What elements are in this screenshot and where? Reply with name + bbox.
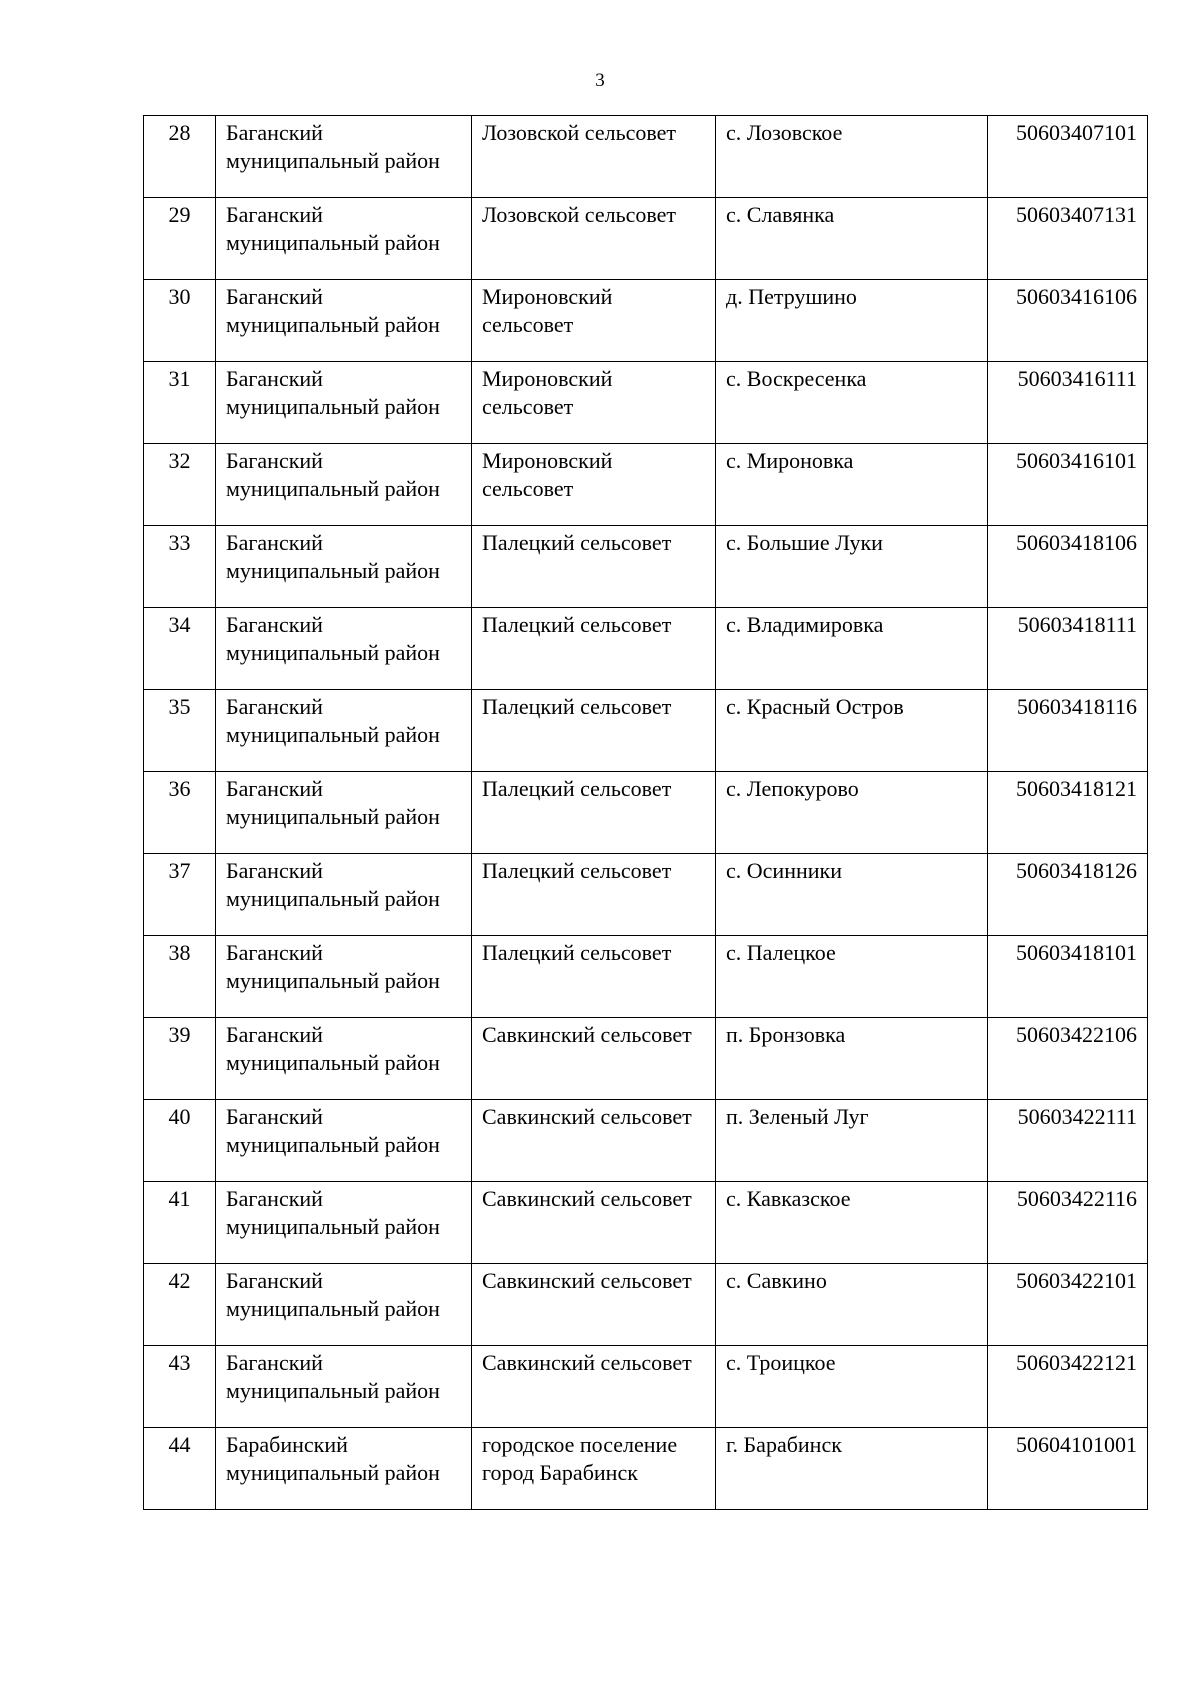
locality-cell: г. Барабинск (716, 1428, 988, 1510)
district-cell: Баганский муниципальный район (216, 362, 472, 444)
district-cell: Баганский муниципальный район (216, 936, 472, 1018)
district-cell: Баганский муниципальный район (216, 526, 472, 608)
oktmo-code-cell: 50603407101 (988, 116, 1148, 198)
locality-cell: с. Владимировка (716, 608, 988, 690)
page-number: 3 (595, 70, 605, 91)
locality-cell: п. Зеленый Луг (716, 1100, 988, 1182)
row-number-cell: 40 (144, 1100, 216, 1182)
council-cell: Савкинский сельсовет (472, 1100, 716, 1182)
oktmo-code-cell: 50603422111 (988, 1100, 1148, 1182)
table-body (144, 116, 1148, 1510)
council-cell: городское поселение город Барабинск (472, 1428, 716, 1510)
row-number-cell: 42 (144, 1264, 216, 1346)
table-row (144, 608, 1148, 690)
locality-cell: с. Троицкое (716, 1346, 988, 1428)
locality-cell: с. Красный Остров (716, 690, 988, 772)
row-number-cell: 28 (144, 116, 216, 198)
locality-cell: с. Славянка (716, 198, 988, 280)
table-row (144, 444, 1148, 526)
oktmo-code-cell: 50603418126 (988, 854, 1148, 936)
row-number-cell: 41 (144, 1182, 216, 1264)
table-row (144, 854, 1148, 936)
oktmo-code-cell: 50603422116 (988, 1182, 1148, 1264)
table-row (144, 936, 1148, 1018)
table-row (144, 1428, 1148, 1510)
table-row (144, 1100, 1148, 1182)
table-row (144, 690, 1148, 772)
district-cell: Баганский муниципальный район (216, 198, 472, 280)
oktmo-code-cell: 50603422101 (988, 1264, 1148, 1346)
council-cell: Мироновский сельсовет (472, 362, 716, 444)
row-number-cell: 38 (144, 936, 216, 1018)
district-cell: Баганский муниципальный район (216, 444, 472, 526)
district-cell: Баганский муниципальный район (216, 1264, 472, 1346)
row-number-cell: 29 (144, 198, 216, 280)
locality-cell: п. Бронзовка (716, 1018, 988, 1100)
oktmo-code-cell: 50603407131 (988, 198, 1148, 280)
oktmo-code-cell: 50603418116 (988, 690, 1148, 772)
council-cell: Савкинский сельсовет (472, 1182, 716, 1264)
council-cell: Палецкий сельсовет (472, 772, 716, 854)
row-number-cell: 36 (144, 772, 216, 854)
oktmo-code-cell: 50603418106 (988, 526, 1148, 608)
row-number-cell: 39 (144, 1018, 216, 1100)
council-cell: Лозовской сельсовет (472, 198, 716, 280)
row-number-cell: 32 (144, 444, 216, 526)
locality-cell: д. Петрушино (716, 280, 988, 362)
council-cell: Палецкий сельсовет (472, 690, 716, 772)
district-cell: Баганский муниципальный район (216, 1018, 472, 1100)
locality-cell: с. Лепокурово (716, 772, 988, 854)
council-cell: Мироновский сельсовет (472, 280, 716, 362)
row-number-cell: 43 (144, 1346, 216, 1428)
district-cell: Баганский муниципальный район (216, 690, 472, 772)
row-number-cell: 34 (144, 608, 216, 690)
district-cell: Баганский муниципальный район (216, 1182, 472, 1264)
district-cell: Баганский муниципальный район (216, 854, 472, 936)
oktmo-code-cell: 50603416111 (988, 362, 1148, 444)
table-row (144, 198, 1148, 280)
district-cell: Баганский муниципальный район (216, 772, 472, 854)
district-cell: Баганский муниципальный район (216, 1346, 472, 1428)
council-cell: Савкинский сельсовет (472, 1346, 716, 1428)
table-row (144, 772, 1148, 854)
locality-cell: с. Кавказское (716, 1182, 988, 1264)
row-number-cell: 31 (144, 362, 216, 444)
locality-cell: с. Осинники (716, 854, 988, 936)
district-cell: Баганский муниципальный район (216, 280, 472, 362)
council-cell: Мироновский сельсовет (472, 444, 716, 526)
oktmo-code-cell: 50603418121 (988, 772, 1148, 854)
locality-cell: с. Савкино (716, 1264, 988, 1346)
council-cell: Палецкий сельсовет (472, 936, 716, 1018)
council-cell: Палецкий сельсовет (472, 854, 716, 936)
oktmo-code-cell: 50603416106 (988, 280, 1148, 362)
locality-registry-table (143, 115, 1148, 1510)
district-cell: Баганский муниципальный район (216, 608, 472, 690)
row-number-cell: 37 (144, 854, 216, 936)
council-cell: Лозовской сельсовет (472, 116, 716, 198)
council-cell: Палецкий сельсовет (472, 526, 716, 608)
table-row (144, 362, 1148, 444)
row-number-cell: 30 (144, 280, 216, 362)
district-cell: Барабинский муниципальный район (216, 1428, 472, 1510)
locality-cell: с. Мироновка (716, 444, 988, 526)
council-cell: Савкинский сельсовет (472, 1264, 716, 1346)
table-row (144, 280, 1148, 362)
table-row (144, 526, 1148, 608)
oktmo-code-cell: 50603422106 (988, 1018, 1148, 1100)
table-row (144, 1018, 1148, 1100)
oktmo-code-cell: 50603422121 (988, 1346, 1148, 1428)
row-number-cell: 33 (144, 526, 216, 608)
locality-cell: с. Воскресенка (716, 362, 988, 444)
district-cell: Баганский муниципальный район (216, 1100, 472, 1182)
oktmo-code-cell: 50603416101 (988, 444, 1148, 526)
district-cell: Баганский муниципальный район (216, 116, 472, 198)
row-number-cell: 35 (144, 690, 216, 772)
row-number-cell: 44 (144, 1428, 216, 1510)
table-row (144, 1346, 1148, 1428)
table-row (144, 116, 1148, 198)
locality-cell: с. Большие Луки (716, 526, 988, 608)
oktmo-code-cell: 50603418101 (988, 936, 1148, 1018)
oktmo-code-cell: 50603418111 (988, 608, 1148, 690)
locality-cell: с. Лозовское (716, 116, 988, 198)
oktmo-code-cell: 50604101001 (988, 1428, 1148, 1510)
council-cell: Палецкий сельсовет (472, 608, 716, 690)
council-cell: Савкинский сельсовет (472, 1018, 716, 1100)
locality-cell: с. Палецкое (716, 936, 988, 1018)
table-row (144, 1182, 1148, 1264)
table-row (144, 1264, 1148, 1346)
